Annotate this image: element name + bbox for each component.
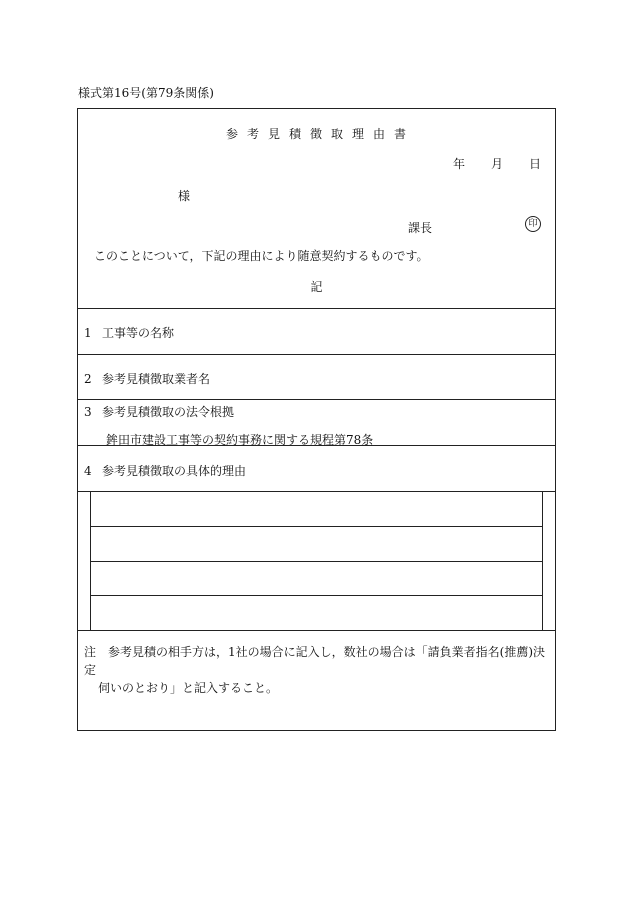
note-text bbox=[84, 643, 549, 697]
note-line-2: 伺いのとおり」と記入すること。 bbox=[98, 681, 279, 695]
form-frame bbox=[77, 108, 556, 731]
section-chief-label: 課長 bbox=[408, 221, 433, 235]
date-month: 月 bbox=[490, 157, 503, 171]
row-quote-vendor: 2 参考見積徴取業者名 bbox=[84, 372, 211, 386]
divider-row-1 bbox=[78, 354, 555, 355]
note-prefix: 注 bbox=[84, 645, 97, 659]
seal-mark: 印 bbox=[525, 216, 541, 232]
reason-line bbox=[91, 561, 542, 562]
reason-writing-area[interactable] bbox=[90, 491, 543, 631]
date-day: 日 bbox=[528, 157, 541, 171]
row-legal-basis: 3 参考見積徴取の法令根拠 bbox=[84, 405, 235, 419]
row-specific-reason: 4 参考見積徴取の具体的理由 bbox=[84, 464, 247, 478]
date-line bbox=[453, 155, 541, 172]
divider-row-2 bbox=[78, 399, 555, 400]
ki-heading: 記 bbox=[310, 280, 323, 294]
reason-line bbox=[91, 595, 542, 596]
addressee-suffix: 様 bbox=[178, 189, 191, 203]
legal-basis-value: 鉾田市建設工事等の契約事務に関する規程第78条 bbox=[106, 433, 374, 447]
statement-text: このことについて，下記の理由により随意契約するものです。 bbox=[94, 249, 429, 263]
row-construction-name: 1 工事等の名称 bbox=[84, 326, 175, 340]
form-id: 様式第16号(第79条関係) bbox=[78, 86, 214, 100]
note-line-1: 参考見積の相手方は，1社の場合に記入し，数社の場合は「請負業者指名(推薦)決定 bbox=[84, 645, 546, 677]
reason-line bbox=[91, 526, 542, 527]
date-year: 年 bbox=[452, 157, 465, 171]
divider-header bbox=[78, 308, 555, 309]
form-title: 参考見積徴取理由書 bbox=[225, 127, 415, 141]
